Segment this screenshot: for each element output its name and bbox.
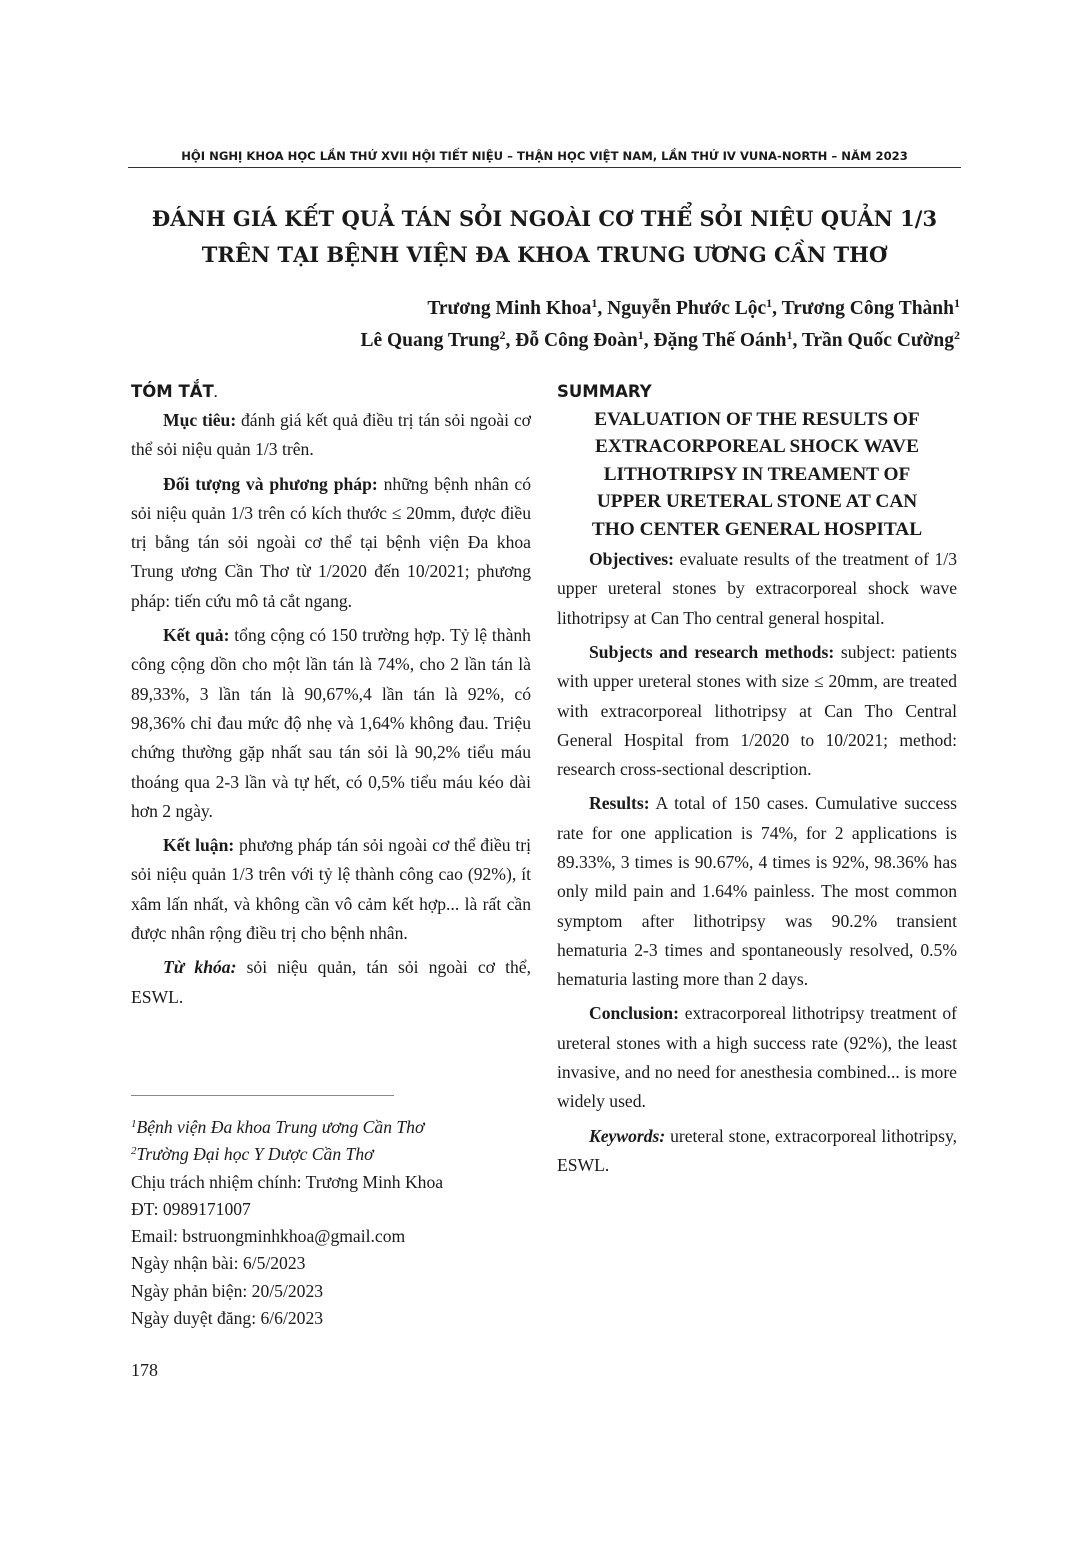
- paper-title: [128, 201, 961, 273]
- objective-text: đánh giá kết quả điều trị tán sỏi ngoài cơ thể sỏi niệu quản 1/3 trên.: [131, 410, 531, 460]
- methods-label: Subjects and research methods:: [589, 641, 835, 662]
- author-affiliation: 2: [499, 328, 506, 342]
- author-name: Trương Minh Khoa: [427, 298, 592, 319]
- author-name: Trần Quốc Cường: [801, 330, 954, 351]
- page-number: 178: [131, 1360, 158, 1380]
- keywords-text: ureteral stone, extracorporeal lithotripsy, ESWL.: [557, 1125, 957, 1175]
- email: Email: bstruongminhkhoa@gmail.com: [131, 1226, 406, 1247]
- author-name: Lê Quang Trung: [360, 330, 500, 351]
- author-affiliation: 1: [786, 328, 793, 342]
- conclusion-paragraph: [557, 999, 957, 1116]
- methods-paragraph: [131, 470, 531, 616]
- section-heading-summary: SUMMARY: [557, 382, 652, 401]
- author-affiliation: 1: [766, 296, 773, 310]
- keywords-paragraph: [131, 953, 531, 1012]
- heading-dot: .: [213, 389, 218, 400]
- author-line-1: Trương Minh Khoa$^1$, Nguyễn Phước Lộc$^1$, Trương Công Thành$^1$: [427, 296, 960, 319]
- results-text: A total of 150 cases. Cumulative success rate for one application is 74%, for 2 applications is 89.33%, 3 times is 90.67%, 4 times is 92%, 98.36% has only mild pain and 1.64% painless. The most common symptom after lithotripsy was 90.2% transient hematuria 2-3 times and spontaneously resolved, 0.5% hematuria lasting more than 2 days.: [557, 793, 957, 990]
- date-received: Ngày nhận bài: 6/5/2023: [131, 1253, 306, 1274]
- date-accepted: Ngày duyệt đăng: 6/6/2023: [131, 1308, 324, 1329]
- running-header: HỘI NGHỊ KHOA HỌC LẦN THỨ XVII HỘI TIẾT NIỆU – THẬN HỌC VIỆT NAM, LẦN THỨ IV VUNA-NORTH – NĂM 2023: [181, 149, 908, 163]
- date-reviewed: Ngày phản biện: 20/5/2023: [131, 1280, 324, 1301]
- heading-text: TÓM TẮT: [131, 382, 214, 401]
- abstract-vietnamese: [131, 378, 531, 1017]
- author-line-2: Lê Quang Trung$^2$, Đỗ Công Đoàn$^1$, Đặng Thế Oánh$^1$, Trần Quốc Cường$^2$: [360, 328, 960, 351]
- author-affiliation: 2: [954, 328, 960, 342]
- keywords-label: Từ khóa:: [163, 957, 237, 978]
- english-title-line: THO CENTER GENERAL HOSPITAL: [591, 518, 923, 540]
- objective-label: Objectives:: [589, 549, 675, 570]
- results-label: Results:: [589, 793, 650, 814]
- objective-paragraph: [131, 406, 531, 465]
- keywords-paragraph: [557, 1122, 957, 1181]
- header-divider: [128, 167, 961, 168]
- results-paragraph: [557, 789, 957, 994]
- affiliation-1: [131, 1114, 551, 1141]
- english-title-line: UPPER URETERAL STONE AT CAN: [596, 491, 918, 513]
- english-title: [557, 406, 957, 543]
- english-title-line: LITHOTRIPSY IN TREAMENT OF: [603, 463, 911, 485]
- title-line-2: TRÊN TẠI BỆNH VIỆN ĐA KHOA TRUNG ƯƠNG CẦN THƠ: [201, 242, 888, 267]
- abstract-english: [557, 378, 957, 1185]
- author-affiliation: 1: [591, 296, 598, 310]
- footnote-divider: [131, 1095, 394, 1096]
- author-name: Trương Công Thành: [781, 298, 954, 319]
- phone: ĐT: 0989171007: [131, 1198, 251, 1219]
- affiliation-number: 2: [131, 1145, 137, 1158]
- title-line-1: ĐÁNH GIÁ KẾT QUẢ TÁN SỎI NGOÀI CƠ THỂ SỎI NIỆU QUẢN 1/3: [151, 206, 938, 231]
- affiliation-2: [131, 1141, 551, 1168]
- author-affiliation: 1: [954, 296, 960, 310]
- author-name: Đỗ Công Đoàn: [515, 330, 638, 351]
- author-list: [360, 293, 960, 357]
- conclusion-label: Kết luận:: [163, 835, 235, 856]
- methods-label: Đối tượng và phương pháp:: [163, 473, 378, 494]
- objective-label: Mục tiêu:: [163, 410, 237, 430]
- english-title-line: EXTRACORPOREAL SHOCK WAVE: [595, 436, 919, 458]
- methods-text: những bệnh nhân có sỏi niệu quản 1/3 trên có kích thước ≤ 20mm, được điều trị bằng tán sỏi ngoài cơ thể tại bệnh viện Đa khoa Trung ương Cần Thơ từ 1/2020 đến 10/2021; phương pháp: tiến cứu mô tả cắt ngang.: [131, 473, 532, 611]
- section-heading-tom-tat: [131, 378, 531, 406]
- keywords-text: sỏi niệu quản, tán sỏi ngoài cơ thể, ESWL.: [131, 957, 531, 1007]
- affiliation-text: Bệnh viện Đa khoa Trung ương Cần Thơ: [136, 1117, 425, 1137]
- affiliation-text: Trường Đại học Y Dược Cần Thơ: [136, 1144, 374, 1165]
- responsible-author: Chịu trách nhiệm chính: Trương Minh Khoa: [131, 1171, 444, 1192]
- author-affiliation: 1: [637, 328, 644, 342]
- objective-text: evaluate results of the treatment of 1/3 upper ureteral stones by extracorporeal shock wave lithotripsy at Can Tho central general hospital.: [557, 549, 957, 628]
- methods-text: subject: patients with upper ureteral stones with size ≤ 20mm, are treated with extracorporeal lithotripsy at Can Tho Central General Hospital from 1/2020 to 10/2021; method: research cross-sectional description.: [557, 641, 957, 780]
- conclusion-text: extracorporeal lithotripsy treatment of ureteral stones with a high success rate (92%), the least invasive, and no need for anesthesia combined... is more widely used.: [557, 1003, 957, 1112]
- author-name: Đặng Thế Oánh: [653, 330, 787, 351]
- conclusion-paragraph: [131, 831, 531, 948]
- methods-paragraph: [557, 638, 957, 784]
- affiliation-number: 1: [131, 1118, 137, 1130]
- conclusion-text: phương pháp tán sỏi ngoài cơ thể điều trị sỏi niệu quản 1/3 trên với tỷ lệ thành công cao (92%), ít xâm lấn nhất, và không cần vô cảm kết hợp... là rất cần được nhân rộng điều trị cho bệnh nhân.: [131, 835, 531, 944]
- conclusion-label: Conclusion:: [589, 1003, 679, 1024]
- objective-paragraph: [557, 545, 957, 633]
- results-text: tổng cộng có 150 trường hợp. Tỷ lệ thành công cộng dồn cho một lần tán là 74%, cho 2 lần tán là 89,33%, 3 lần tán là 90,67%,4 lần tán là 92%, có 98,36% chỉ đau mức độ nhẹ và 1,64% không đau. Triệu chứng thường gặp nhất sau tán sỏi là 90,2% tiểu máu thoáng qua 2-3 lần và tự hết, có 0,5% tiểu máu kéo dài hơn 2 ngày.: [131, 625, 531, 821]
- results-label: Kết quả:: [163, 625, 230, 646]
- author-name: Nguyễn Phước Lộc: [607, 298, 767, 319]
- keywords-label: Keywords:: [589, 1125, 666, 1146]
- footnotes: [131, 1114, 551, 1332]
- english-title-line: EVALUATION OF THE RESULTS OF: [594, 409, 920, 430]
- results-paragraph: [131, 621, 531, 826]
